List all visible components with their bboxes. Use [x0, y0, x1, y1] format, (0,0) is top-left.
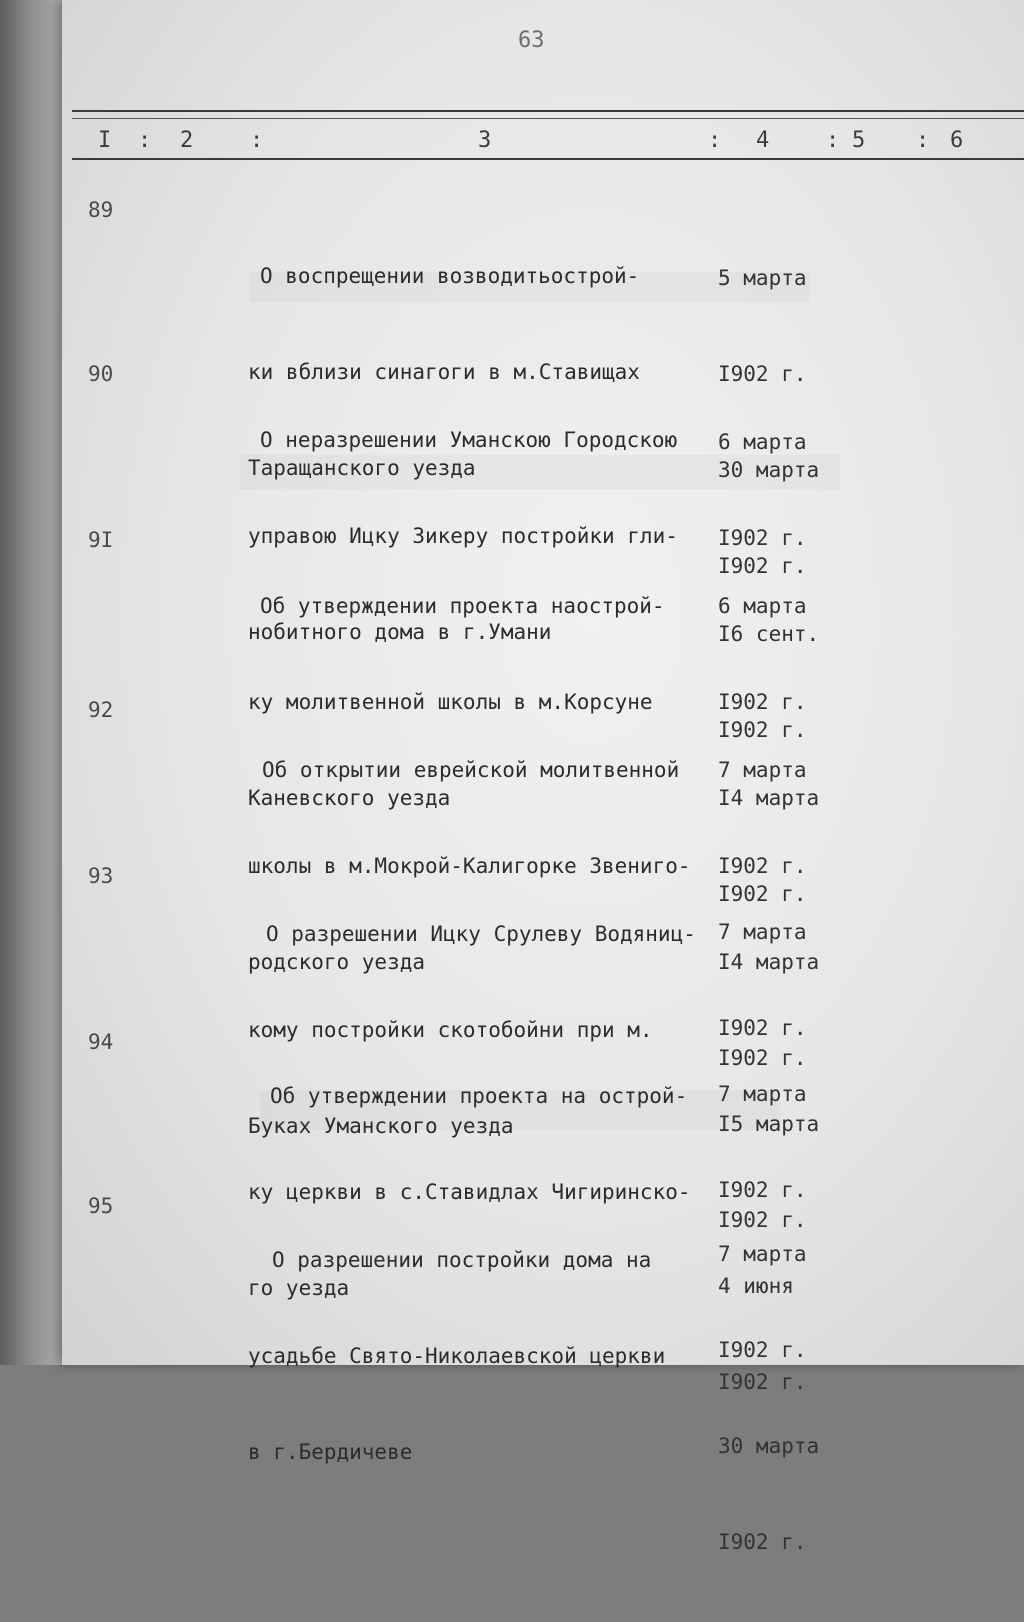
date-end: I4 марта — [718, 950, 820, 974]
description-line: управою Ицку Зикеру постройки гли- — [248, 524, 678, 548]
date-start: 6 марта — [718, 430, 807, 454]
date-end-year: I902 г. — [718, 718, 807, 742]
date-end-year: I902 г. — [718, 1046, 807, 1070]
date-end: I5 марта — [718, 1112, 820, 1136]
description-line: О воспрещении возводитьострой- — [260, 264, 640, 288]
row-number: 93 — [88, 864, 114, 888]
row-number: 95 — [88, 1194, 114, 1218]
date-start: 5 марта — [718, 266, 807, 290]
description-line: Буках Уманского уезда — [248, 1114, 514, 1138]
description-line: кому постройки скотобойни при м. — [248, 1018, 653, 1042]
description-line: О разрешении Ицку Срулеву Водяниц- — [266, 922, 696, 946]
description-line: го уезда — [248, 1276, 350, 1300]
description-line: школы в м.Мокрой-Калигорке Звениго- — [248, 854, 691, 878]
column-separator: : — [138, 128, 152, 153]
row-number: 89 — [88, 198, 114, 222]
description-line: усадьбе Свято-Николаевской церкви — [248, 1344, 666, 1368]
date-start: 7 марта — [718, 758, 807, 782]
description-line: родского уезда — [248, 950, 426, 974]
date-end: I6 сент. — [718, 622, 820, 646]
column-separator: : — [916, 128, 930, 153]
description-line: О разрешении постройки дома на — [272, 1248, 652, 1272]
description-line: нобитного дома в г.Умани — [248, 620, 552, 644]
description-line: О неразрешении Уманскою Городскою — [260, 428, 678, 452]
description-line: Об утверждении проекта на острой- — [270, 1084, 688, 1108]
date-end: 30 марта — [718, 458, 820, 482]
description-line: ку молитвенной школы в м.Корсуне — [248, 690, 653, 714]
header-rule-bottom — [72, 158, 1024, 160]
description-line: ку церкви в с.Ставидлах Чигиринско- — [248, 1180, 691, 1204]
date-start-year: I902 г. — [718, 1338, 807, 1362]
date-start: 6 марта — [718, 594, 807, 618]
column-header-2: 2 — [180, 128, 194, 153]
header-rule-top-inner — [72, 118, 1024, 119]
date-end: 30 марта — [718, 1434, 820, 1458]
row-description — [248, 1180, 718, 1532]
column-header-4: 4 — [756, 128, 770, 153]
description-line: Об утверждении проекта наострой- — [260, 594, 665, 618]
column-header-5: 5 — [852, 128, 866, 153]
date-start-year: I902 г. — [718, 690, 807, 714]
date-start-year: I902 г. — [718, 362, 807, 386]
row-number: 94 — [88, 1030, 114, 1054]
date-start: 7 марта — [718, 1082, 807, 1106]
row-number: 9I — [88, 528, 114, 552]
row-number: 92 — [88, 698, 114, 722]
description-line: Таращанского уезда — [248, 456, 476, 480]
date-end-year: I902 г. — [718, 882, 807, 906]
book-spine-shadow — [0, 0, 70, 1365]
date-end-year: I902 г. — [718, 1208, 807, 1232]
row-dates — [718, 1174, 848, 1622]
description-line: ки вблизи синагоги в м.Ставищах — [248, 360, 640, 384]
description-line: в г.Бердичеве — [248, 1440, 413, 1464]
date-start: 7 марта — [718, 920, 807, 944]
date-start-year: I902 г. — [718, 1178, 807, 1202]
description-line: Каневского уезда — [248, 786, 451, 810]
column-separator: : — [250, 128, 264, 153]
date-end-year: I902 г. — [718, 554, 807, 578]
column-header-6: 6 — [950, 128, 964, 153]
date-start: 7 марта — [718, 1242, 807, 1266]
date-start-year: I902 г. — [718, 854, 807, 878]
column-separator: : — [826, 128, 840, 153]
date-end-year: I902 г. — [718, 1370, 807, 1394]
date-end: I4 марта — [718, 786, 820, 810]
row-number: 90 — [88, 362, 114, 386]
description-line: Об открытии еврейской молитвенной — [262, 758, 680, 782]
date-end: 4 июня — [718, 1274, 794, 1298]
date-start-year: I902 г. — [718, 1016, 807, 1040]
column-separator: : — [708, 128, 722, 153]
page-number: 63 — [518, 28, 545, 53]
column-header-1: I — [98, 128, 112, 153]
date-start-year: I902 г. — [718, 526, 807, 550]
header-rule-top — [72, 110, 1024, 112]
date-end-year: I902 г. — [718, 1530, 807, 1554]
column-header-3: 3 — [478, 128, 492, 153]
